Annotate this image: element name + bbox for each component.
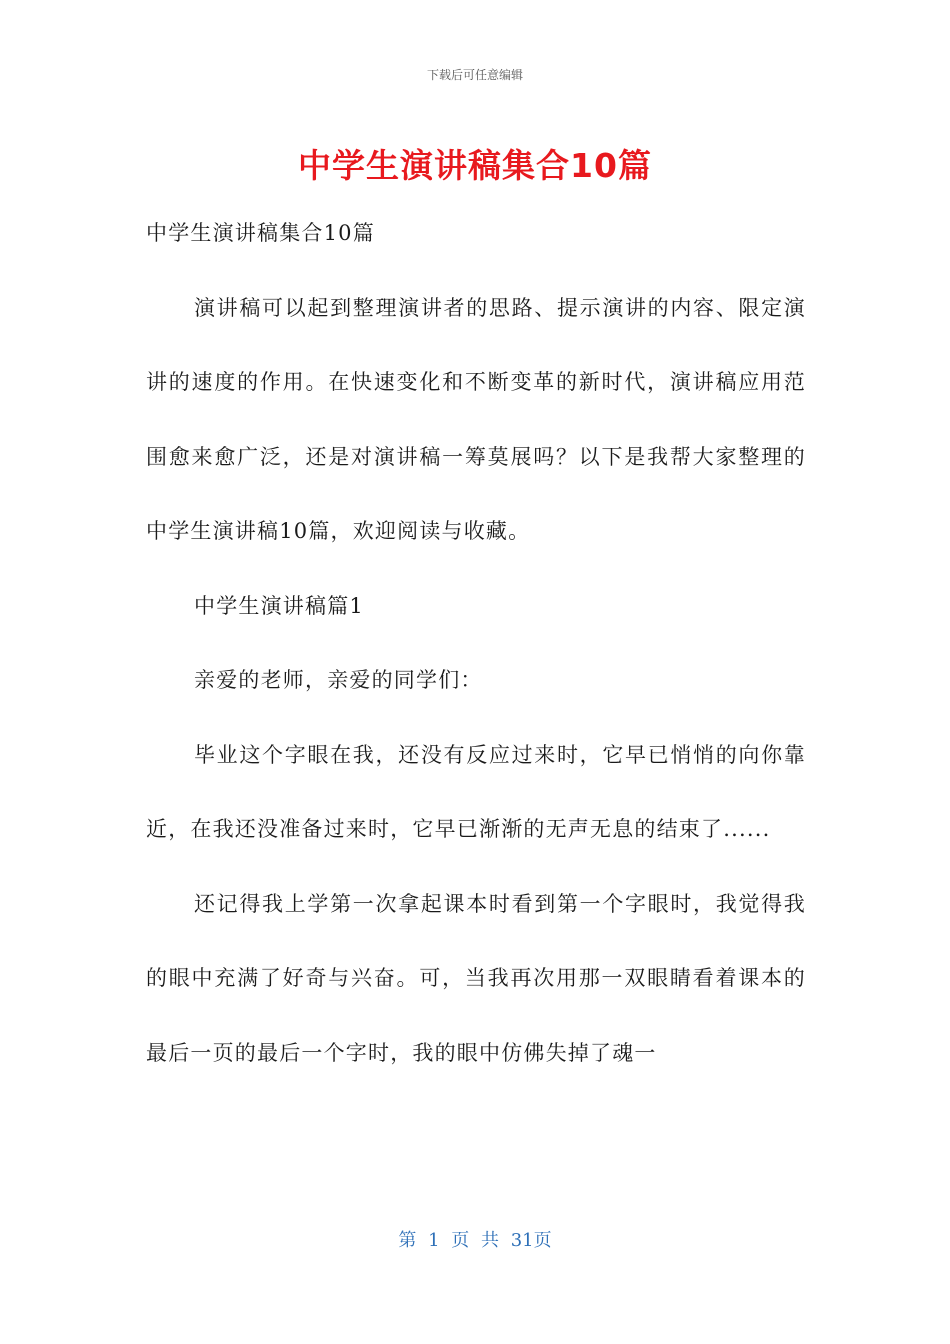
document-title: 中学生演讲稿集合10篇 bbox=[298, 146, 652, 185]
paragraph-salutation: 亲爱的老师，亲爱的同学们： bbox=[194, 668, 483, 692]
page-number-footer: 第 1 页 共 31页 bbox=[398, 1230, 552, 1251]
paragraph-intro: 演讲稿可以起到整理演讲者的思路、提示演讲的内容、限定演讲的速度的作用。在快速变化和不断变革的新时代，演讲稿应用范围愈来愈广泛，还是对演讲稿一筹莫展吗？以下是我帮大家整理的中学生演讲稿10篇，欢迎阅读与收藏。 bbox=[146, 295, 806, 543]
paragraph-body-2: 还记得我上学第一次拿起课本时看到第一个字眼时，我觉得我的眼中充满了好奇与兴奋。可，当我再次用那一双眼睛看着课本的最后一页的最后一个字时，我的眼中仿佛失掉了魂一 bbox=[146, 891, 806, 1065]
paragraph-subtitle: 中学生演讲稿集合10篇 bbox=[146, 221, 375, 245]
paragraph-section-heading: 中学生演讲稿篇1 bbox=[194, 593, 364, 618]
header-note: 下载后可任意编辑 bbox=[426, 68, 523, 82]
paragraph-body-1: 毕业这个字眼在我，还没有反应过来时，它早已悄悄的向你靠近，在我还没准备过来时，它早已渐渐的无声无息的结束了...... bbox=[146, 742, 806, 841]
document-body bbox=[146, 196, 806, 1090]
